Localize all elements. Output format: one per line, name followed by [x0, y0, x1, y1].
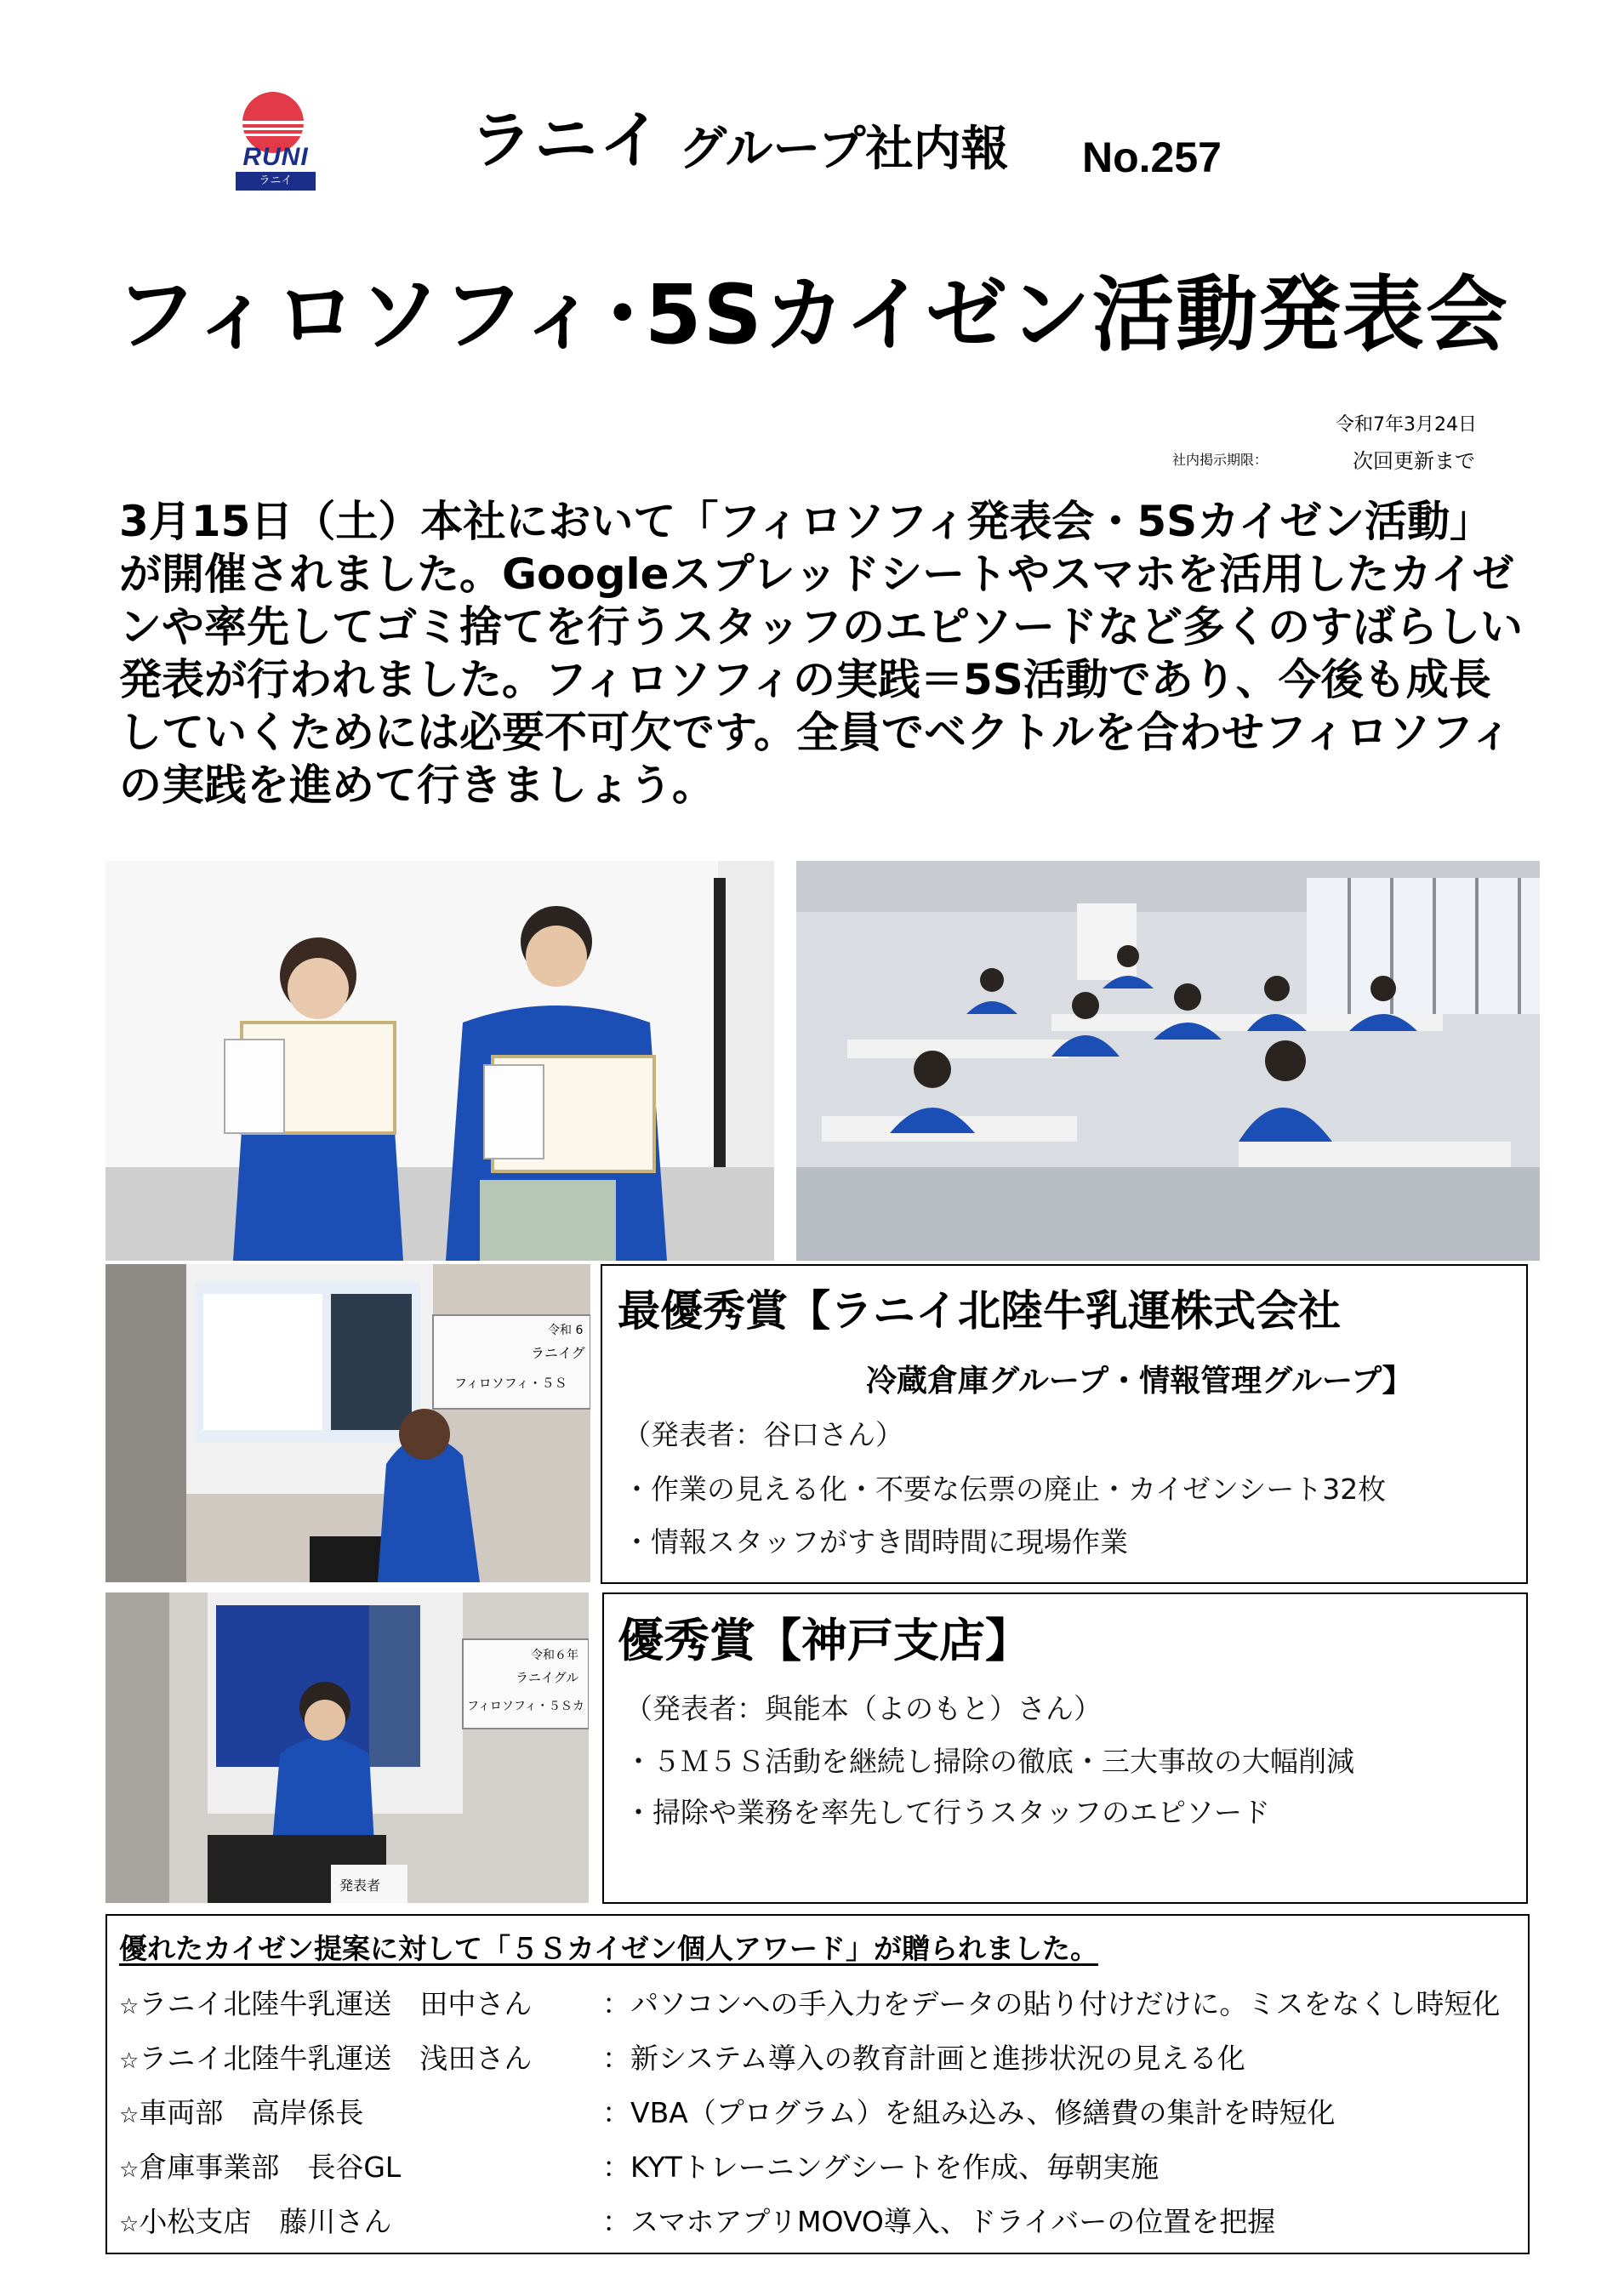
expiry-label: 社内掲示期限： — [1172, 452, 1268, 468]
p4-sign-line3: フィロソフィ・５Ｓカ — [467, 1700, 584, 1713]
excellence-prize-presenter: （発表者：與能本（よのもと）さん） — [624, 1692, 1102, 1725]
p3-sign-line3: フィロソフィ・５Ｓ — [454, 1376, 567, 1391]
issue-number: No.257 — [1082, 134, 1222, 181]
grand-prize-point: ・情報スタッフがすき間時間に現場作業 — [623, 1525, 1128, 1558]
award-recipient: ☆車両部 高岸係長 — [119, 2096, 364, 2129]
excellence-prize-title: 優秀賞【神戸支店】 — [618, 1614, 1031, 1667]
star-icon: ☆ — [119, 1994, 140, 2020]
award-recipient: ☆ラニイ北陸牛乳運送 田中さん — [119, 1987, 533, 2020]
photo-award-recipients — [105, 861, 774, 1261]
grand-prize-title-line2: 冷蔵倉庫グループ・情報管理グループ】 — [866, 1364, 1413, 1399]
award-reason: ：VBA（プログラム）を組み込み、修繕費の集計を時短化 — [602, 2096, 1336, 2129]
star-icon: ☆ — [119, 2103, 140, 2128]
photo-presenter-2 — [105, 1592, 589, 1903]
excellence-prize-point: ・５Ｍ５Ｓ活動を継続し掃除の徹底・三大事故の大幅削減 — [624, 1745, 1354, 1778]
company-logo — [225, 87, 326, 196]
p4-sign-line2: ラニイグル — [516, 1670, 579, 1685]
award-reason: ：新システム導入の教育計画と進捗状況の見える化 — [602, 2042, 1245, 2075]
logo-text: RUNI — [242, 143, 309, 171]
publish-date: 令和7年3月24日 — [1336, 414, 1477, 436]
newsletter-title: グループ社内報 — [679, 122, 1009, 177]
p4-podium-label: 発表者 — [339, 1877, 381, 1894]
award-recipient: ☆小松支店 藤川さん — [119, 2205, 392, 2238]
p3-sign-line2: ラニイグ — [531, 1345, 585, 1361]
award-recipient: ☆ラニイ北陸牛乳運送 浅田さん — [119, 2042, 533, 2075]
personal-awards-heading: 優れたカイゼン提案に対して「５Ｓカイゼン個人アワード」が贈られました。 — [119, 1932, 1099, 1965]
page-title: フィロソフィ･5Sカイゼン活動発表会 — [115, 267, 1509, 362]
star-icon: ☆ — [119, 2212, 140, 2237]
grand-prize-box — [601, 1264, 1528, 1584]
star-icon: ☆ — [119, 2048, 140, 2074]
award-recipient: ☆倉庫事業部 長谷GL — [119, 2151, 402, 2184]
photo-presenter-1 — [105, 1264, 590, 1582]
star-icon: ☆ — [119, 2157, 140, 2183]
award-reason: ：パソコンへの手入力をデータの貼り付けだけに。ミスをなくし時短化 — [602, 1987, 1501, 2020]
p4-sign-line1: 令和６年 — [531, 1649, 578, 1662]
brand-name: ラニイ — [470, 104, 664, 177]
award-reason: ：KYTトレーニングシートを作成、毎朝実施 — [602, 2151, 1160, 2184]
intro-paragraph: 3月15日（土）本社において「フィロソフィ発表会・5Sカイゼン活動」が開催されました。Googleスプレッドシートやスマホを活用したカイゼンや率先してゴミ捨てを行うスタッフのエピソードなど多くのすばらしい発表が行われました。フィロソフィの実践＝5S活動であり、今後も成長していくためには必要不可欠です。全員でベクトルを合わせフィロソフィの実践を進めて行きましょう。 — [119, 497, 1523, 810]
grand-prize-point: ・作業の見える化・不要な伝票の廃止・カイゼンシート32枚 — [623, 1473, 1387, 1506]
logo-subtext: ラニイ — [236, 172, 316, 191]
expiry-value: 次回更新まで — [1353, 449, 1475, 473]
photo-audience — [796, 861, 1540, 1261]
award-reason: ：スマホアプリMOVO導入、ドライバーの位置を把握 — [602, 2205, 1276, 2238]
excellence-prize-box — [602, 1592, 1528, 1904]
excellence-prize-point: ・掃除や業務を率先して行うスタッフのエピソード — [624, 1796, 1270, 1829]
personal-awards-box — [105, 1914, 1530, 2254]
grand-prize-title: 最優秀賞【ラニイ北陸牛乳運株式会社 — [618, 1286, 1341, 1336]
grand-prize-presenter: （発表者：谷口さん） — [623, 1418, 903, 1451]
p3-sign-line1: 令和 6 — [548, 1324, 584, 1337]
